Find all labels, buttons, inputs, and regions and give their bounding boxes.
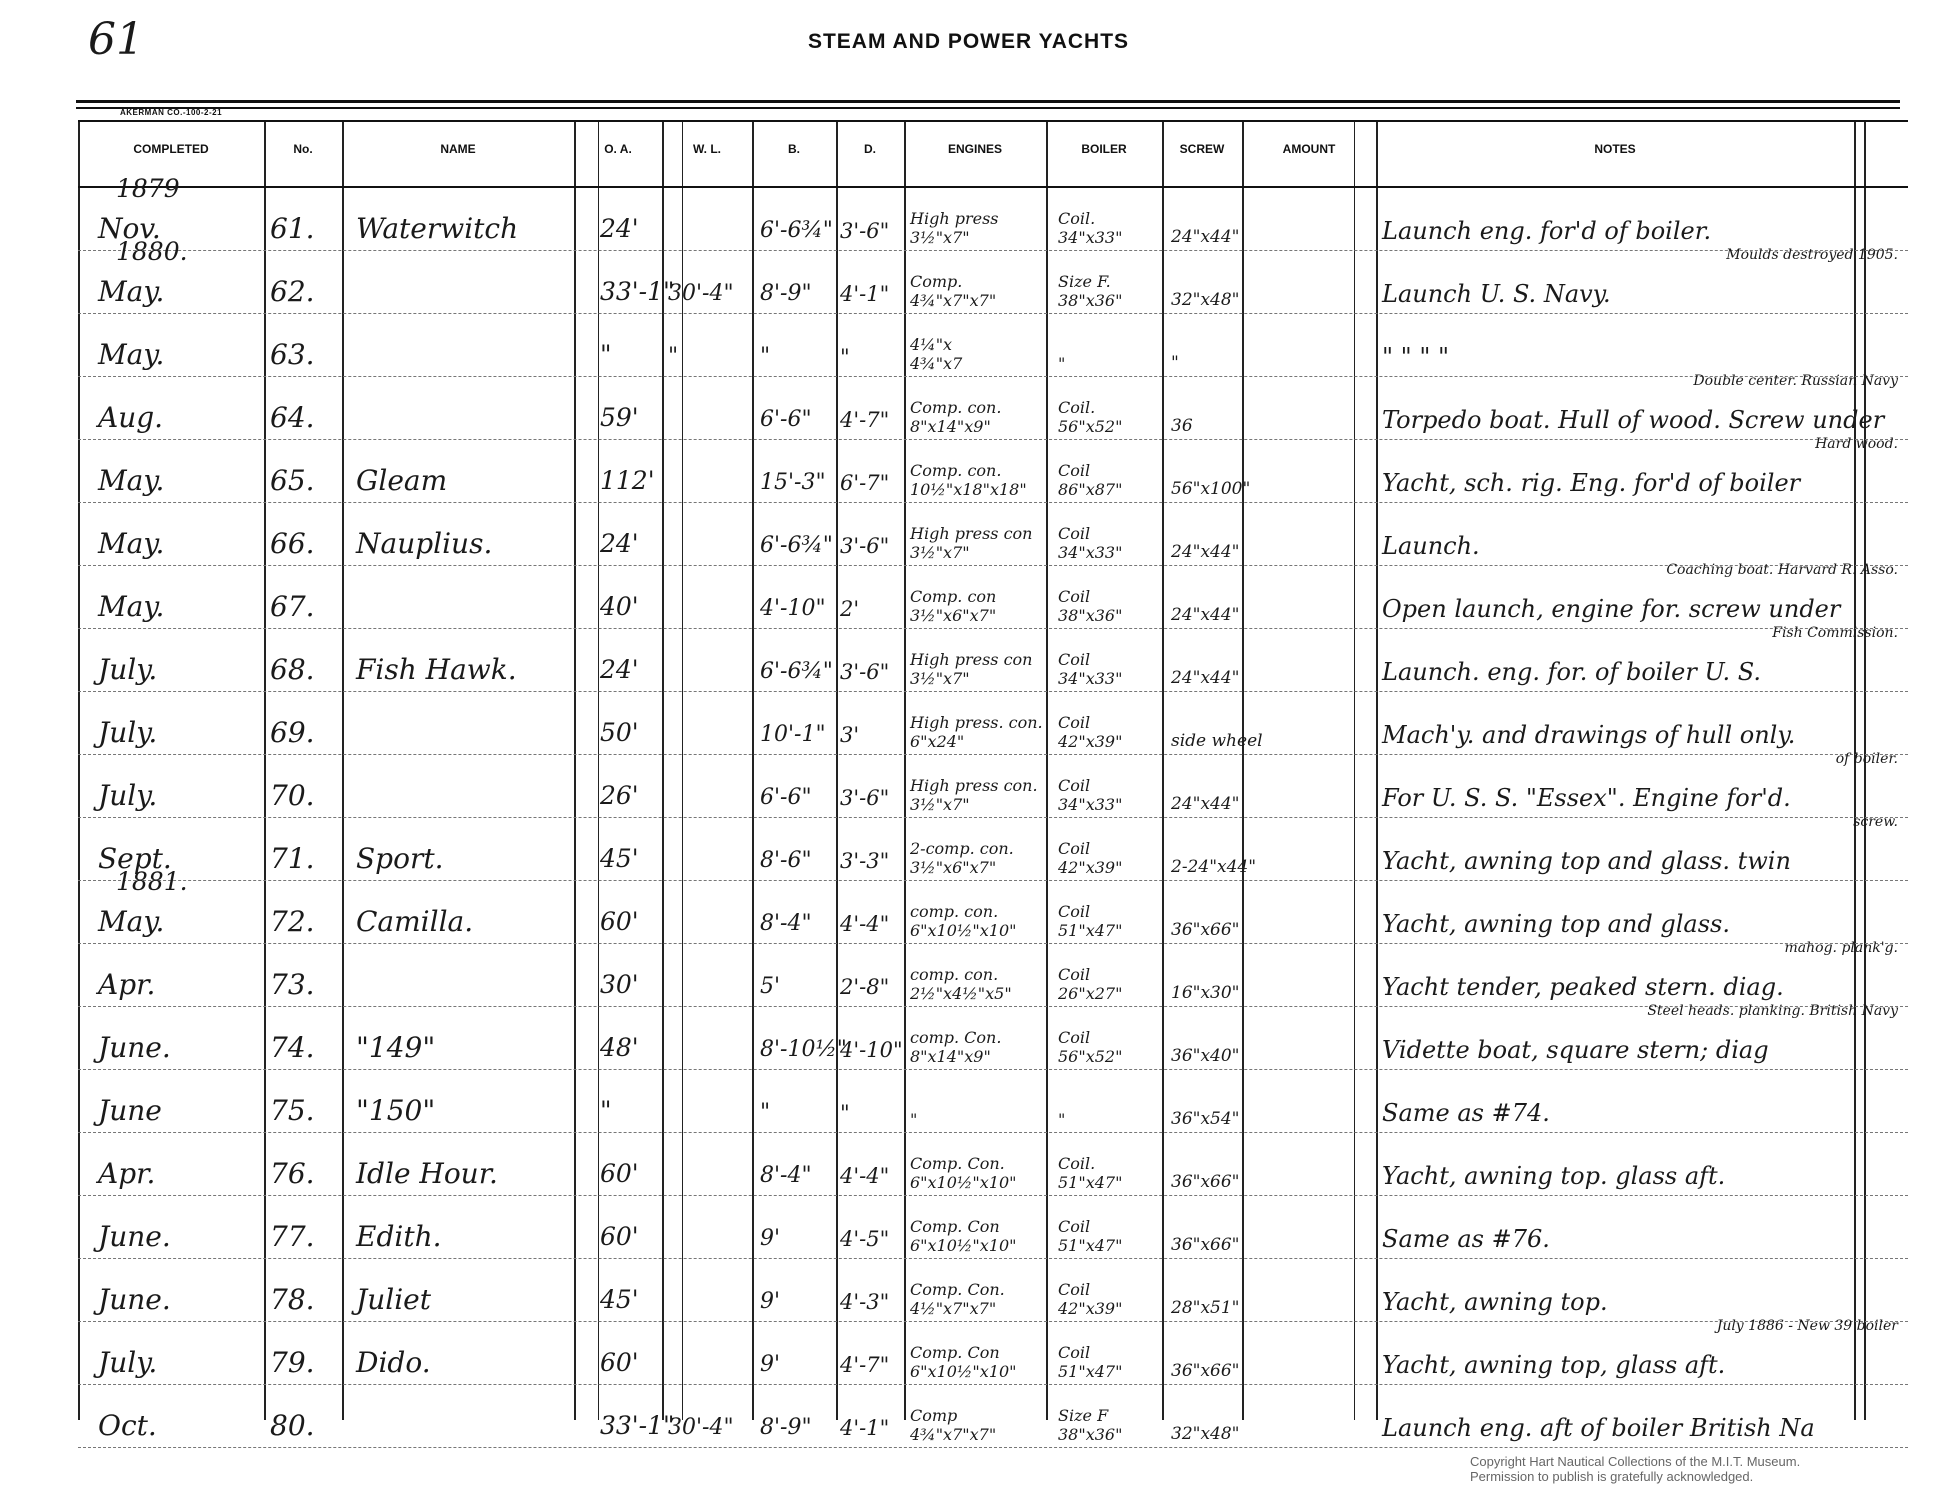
completed-month: May. [98, 464, 165, 497]
notes: Yacht, awning top. glass aft. [1382, 1162, 1726, 1190]
row-rule [78, 1447, 1908, 1448]
copyright-notice [1470, 1454, 1800, 1484]
notes: Launch. eng. for. of boiler U. S. [1382, 658, 1761, 686]
length-overall: 24' [600, 529, 639, 558]
boiler: Coil 38"x36" [1058, 587, 1123, 625]
notes-annotation: Hard wood. [1815, 436, 1898, 452]
screw: 28"x51" [1171, 1298, 1240, 1318]
top-rule [76, 100, 1900, 103]
beam: 8'-4" [760, 1163, 812, 1188]
table-row [78, 314, 1908, 377]
col-header-boiler: BOILER [1081, 142, 1127, 156]
length-overall: 60' [600, 907, 639, 936]
beam: 8'-6" [760, 848, 812, 873]
engines: Comp. Con 6"x10½"x10" [910, 1217, 1017, 1255]
screw: 36"x66" [1171, 1235, 1240, 1255]
yacht-number: 71. [270, 842, 315, 875]
yacht-number: 79. [270, 1346, 315, 1379]
screw: 36"x66" [1171, 1172, 1240, 1192]
boiler: Coil 56"x52" [1058, 1028, 1123, 1066]
ledger-table [78, 120, 1908, 1444]
col-header-engines: ENGINES [947, 142, 1002, 156]
length-waterline: 30'-4" [668, 281, 734, 306]
length-overall: 30' [600, 970, 639, 999]
screw: 24"x44" [1171, 605, 1240, 625]
boiler: Coil 34"x33" [1058, 524, 1123, 562]
boiler: Coil 42"x39" [1058, 839, 1123, 877]
depth: 3'-6" [840, 219, 890, 243]
table-row [78, 940, 1908, 1007]
length-overall: 60' [600, 1348, 639, 1377]
completed-month: Aug. [98, 401, 164, 434]
notes: " " " " [1382, 343, 1450, 371]
boiler: Coil 34"x33" [1058, 650, 1123, 688]
length-overall: 45' [600, 844, 639, 873]
completed-year: 1880. [116, 237, 188, 266]
completed-month: Nov. [98, 212, 161, 245]
beam: 8'-9" [760, 1415, 812, 1440]
beam: 15'-3" [760, 470, 826, 495]
yacht-name: "149" [356, 1031, 436, 1064]
length-overall: 60' [600, 1159, 639, 1188]
notes: Vidette boat, square stern; diag [1382, 1036, 1769, 1064]
boiler: " [1058, 354, 1066, 373]
table-row [78, 692, 1908, 755]
notes: Torpedo boat. Hull of wood. Screw under [1382, 406, 1885, 434]
completed-month: May. [98, 905, 165, 938]
notes: Same as #76. [1382, 1225, 1550, 1253]
engines: comp. Con. 8"x14"x9" [910, 1028, 1002, 1066]
screw: 24"x44" [1171, 542, 1240, 562]
yacht-number: 67. [270, 590, 315, 623]
yacht-number: 69. [270, 716, 315, 749]
completed-month: June. [98, 1220, 171, 1253]
engines: High press con 3½"x7" [910, 524, 1033, 562]
length-overall: 26' [600, 781, 639, 810]
table-row [78, 1318, 1908, 1385]
engines: High press con 3½"x7" [910, 650, 1033, 688]
copyright-line: Copyright Hart Nautical Collections of the M.I.T. Museum. [1470, 1454, 1801, 1469]
beam: 6'-6¾" [760, 533, 833, 558]
col-header-d: D. [864, 142, 876, 156]
length-waterline: " [668, 344, 679, 369]
completed-month: June. [98, 1283, 171, 1316]
engines: " [910, 1110, 918, 1129]
beam: 4'-10" [760, 596, 826, 621]
top-rule-secondary [76, 107, 1900, 109]
beam: 6'-6¾" [760, 659, 833, 684]
screw: side wheel [1171, 731, 1263, 751]
table-row [78, 1070, 1908, 1133]
table-row [78, 1133, 1908, 1196]
beam: 9' [760, 1226, 781, 1251]
length-overall: 45' [600, 1285, 639, 1314]
notes: For U. S. S. "Essex". Engine for'd. [1382, 784, 1791, 812]
table-row [78, 436, 1908, 503]
depth: 4'-3" [840, 1290, 890, 1314]
notes-annotation: July 1886 - New 39 boiler [1716, 1318, 1898, 1334]
beam: " [760, 1100, 771, 1125]
notes: Yacht tender, peaked stern. diag. [1382, 973, 1784, 1001]
engines: High press 3½"x7" [910, 209, 999, 247]
length-overall: 112' [600, 466, 655, 495]
col-header-b: B. [788, 142, 800, 156]
length-overall: " [600, 340, 612, 369]
beam: 9' [760, 1289, 781, 1314]
engines: Comp 4¾"x7"x7" [910, 1406, 997, 1444]
table-row [78, 174, 1908, 251]
header-top-line [78, 120, 1908, 122]
completed-year: 1879 [116, 174, 180, 203]
boiler: Coil 26"x27" [1058, 965, 1123, 1003]
completed-month: July. [98, 716, 158, 749]
screw: 36"x66" [1171, 920, 1240, 940]
depth: 3'-6" [840, 660, 890, 684]
beam: 8'-10½" [760, 1037, 847, 1062]
engines: 4¼"x 4¾"x7 [910, 335, 963, 373]
yacht-number: 63. [270, 338, 315, 371]
yacht-number: 65. [270, 464, 315, 497]
yacht-number: 78. [270, 1283, 315, 1316]
boiler: Size F 38"x36" [1058, 1406, 1123, 1444]
table-row [78, 562, 1908, 629]
col-header-no: No. [293, 142, 313, 156]
engines: Comp. con. 8"x14"x9" [910, 398, 1002, 436]
col-header-wl: W. L. [693, 142, 721, 156]
depth: 2'-8" [840, 975, 890, 999]
yacht-number: 73. [270, 968, 315, 1001]
screw: 36"x66" [1171, 1361, 1240, 1381]
yacht-name: Juliet [356, 1283, 431, 1316]
depth: 4'-1" [840, 282, 890, 306]
engines: Comp. 4¾"x7"x7" [910, 272, 997, 310]
depth: 3'-6" [840, 534, 890, 558]
completed-month: July. [98, 1346, 158, 1379]
length-overall: 33'-1" [600, 1411, 675, 1440]
boiler: Coil. 34"x33" [1058, 209, 1123, 247]
yacht-name: Gleam [356, 464, 448, 497]
screw: 24"x44" [1171, 668, 1240, 688]
beam: 10'-1" [760, 722, 826, 747]
yacht-name: Edith. [356, 1220, 442, 1253]
table-row [78, 1003, 1908, 1070]
beam: 6'-6" [760, 407, 812, 432]
completed-month: May. [98, 527, 165, 560]
notes-annotation: of boiler. [1835, 751, 1898, 767]
boiler: Coil 51"x47" [1058, 902, 1123, 940]
screw: 36"x54" [1171, 1109, 1240, 1129]
screw: 24"x44" [1171, 794, 1240, 814]
length-overall: 60' [600, 1222, 639, 1251]
notes: Mach'y. and drawings of hull only. [1382, 721, 1796, 749]
beam: 8'-4" [760, 911, 812, 936]
beam: " [760, 344, 771, 369]
col-header-notes: NOTES [1594, 142, 1636, 156]
engines: 2-comp. con. 3½"x6"x7" [910, 839, 1014, 877]
completed-month: May. [98, 275, 165, 308]
depth: 4'-7" [840, 1353, 890, 1377]
notes-annotation: mahog. plank'g. [1784, 940, 1898, 956]
depth: 3' [840, 723, 860, 747]
table-row [78, 1259, 1908, 1322]
notes-annotation: Moulds destroyed 1905. [1726, 247, 1898, 263]
col-header-name: NAME [440, 142, 476, 156]
yacht-number: 64. [270, 401, 315, 434]
boiler: Coil 34"x33" [1058, 776, 1123, 814]
notes: Launch. [1382, 532, 1480, 560]
length-overall: 24' [600, 214, 639, 243]
length-overall: " [600, 1096, 612, 1125]
notes: Launch eng. aft of boiler British Na [1382, 1414, 1815, 1442]
yacht-name: Camilla. [356, 905, 474, 938]
yacht-name: Waterwitch [356, 212, 519, 245]
yacht-name: Nauplius. [356, 527, 493, 560]
depth: 4'-4" [840, 912, 890, 936]
yacht-name: Idle Hour. [356, 1157, 498, 1190]
boiler: Coil. 56"x52" [1058, 398, 1123, 436]
yacht-number: 62. [270, 275, 315, 308]
screw: " [1171, 353, 1179, 373]
yacht-number: 72. [270, 905, 315, 938]
beam: 6'-6¾" [760, 218, 833, 243]
engines: Comp. Con. 4½"x7"x7" [910, 1280, 1005, 1318]
yacht-name: Sport. [356, 842, 444, 875]
boiler: Coil 86"x87" [1058, 461, 1123, 499]
yacht-name: Fish Hawk. [356, 653, 517, 686]
depth: 4'-7" [840, 408, 890, 432]
completed-month: July. [98, 653, 158, 686]
screw: 36 [1171, 416, 1193, 436]
length-overall: 59' [600, 403, 639, 432]
completed-month: Sept. [98, 842, 172, 875]
engines: High press. con. 6"x24" [910, 713, 1043, 751]
engines: High press con. 3½"x7" [910, 776, 1038, 814]
notes: Yacht, awning top and glass. twin [1382, 847, 1791, 875]
yacht-number: 68. [270, 653, 315, 686]
col-header-screw: SCREW [1179, 142, 1225, 156]
notes-annotation: Coaching boat. Harvard R. Asso. [1666, 562, 1898, 578]
boiler: Size F. 38"x36" [1058, 272, 1123, 310]
yacht-number: 61. [270, 212, 315, 245]
depth: 2' [840, 597, 860, 621]
notes-annotation: Steel heads. planking. British Navy [1647, 1003, 1898, 1019]
yacht-number: 80. [270, 1409, 315, 1442]
col-header-amount: AMOUNT [1282, 142, 1336, 156]
length-overall: 40' [600, 592, 639, 621]
notes: Yacht, awning top, glass aft. [1382, 1351, 1726, 1379]
completed-year: 1881. [116, 867, 188, 896]
beam: 8'-9" [760, 281, 812, 306]
boiler: Coil 42"x39" [1058, 713, 1123, 751]
notes: Launch eng. for'd of boiler. [1382, 217, 1712, 245]
table-row [78, 373, 1908, 440]
col-header-oa: O. A. [604, 142, 632, 156]
yacht-number: 66. [270, 527, 315, 560]
screw: 56"x100" [1171, 479, 1251, 499]
screw: 16"x30" [1171, 983, 1240, 1003]
depth: 4'-1" [840, 1416, 890, 1440]
completed-month: May. [98, 338, 165, 371]
yacht-name: Dido. [356, 1346, 431, 1379]
completed-month: Apr. [98, 968, 156, 1001]
notes-annotation: screw. [1853, 814, 1898, 830]
engines: Comp. con 3½"x6"x7" [910, 587, 997, 625]
screw: 32"x48" [1171, 290, 1240, 310]
completed-month: June [98, 1094, 162, 1127]
depth: 4'-5" [840, 1227, 890, 1251]
length-overall: 48' [600, 1033, 639, 1062]
notes: Yacht, awning top and glass. [1382, 910, 1730, 938]
col-header-completed: COMPLETED [133, 142, 209, 156]
yacht-number: 75. [270, 1094, 315, 1127]
engines: Comp. Con 6"x10½"x10" [910, 1343, 1017, 1381]
table-row [78, 503, 1908, 566]
completed-month: June. [98, 1031, 171, 1064]
depth: 3'-6" [840, 786, 890, 810]
engines: Comp. con. 10½"x18"x18" [910, 461, 1027, 499]
yacht-number: 76. [270, 1157, 315, 1190]
notes: Open launch, engine for. screw under [1382, 595, 1841, 623]
form-code: AKERMAN CO.-100-2-21 [120, 108, 223, 117]
depth: 4'-10" [840, 1038, 903, 1062]
table-row [78, 1385, 1908, 1448]
beam: 6'-6" [760, 785, 812, 810]
yacht-name: "150" [356, 1094, 436, 1127]
depth: 3'-3" [840, 849, 890, 873]
boiler: " [1058, 1110, 1066, 1129]
engines: comp. con. 6"x10½"x10" [910, 902, 1017, 940]
length-overall: 24' [600, 655, 639, 684]
boiler: Coil 51"x47" [1058, 1217, 1123, 1255]
notes: Yacht, awning top. [1382, 1288, 1608, 1316]
beam: 9' [760, 1352, 781, 1377]
table-row [78, 814, 1908, 881]
boiler: Coil 51"x47" [1058, 1343, 1123, 1381]
engines: comp. con. 2½"x4½"x5" [910, 965, 1012, 1003]
yacht-number: 77. [270, 1220, 315, 1253]
screw: 24"x44" [1171, 227, 1240, 247]
copyright-line: Permission to publish is gratefully acknowledged. [1470, 1469, 1754, 1484]
boiler: Coil 42"x39" [1058, 1280, 1123, 1318]
screw: 32"x48" [1171, 1424, 1240, 1444]
completed-month: July. [98, 779, 158, 812]
notes-annotation: Double center. Russian Navy [1693, 373, 1898, 389]
beam: 5' [760, 974, 781, 999]
length-overall: 33'-1" [600, 277, 675, 306]
yacht-number: 74. [270, 1031, 315, 1064]
page-number: 61 [88, 14, 144, 65]
depth: 6'-7" [840, 471, 890, 495]
completed-month: Apr. [98, 1157, 156, 1190]
completed-month: May. [98, 590, 165, 623]
table-row [78, 751, 1908, 818]
notes-annotation: Fish Commission. [1772, 625, 1898, 641]
table-row [78, 625, 1908, 692]
screw: 36"x40" [1171, 1046, 1240, 1066]
depth: 4'-4" [840, 1164, 890, 1188]
engines: Comp. Con. 6"x10½"x10" [910, 1154, 1017, 1192]
notes: Yacht, sch. rig. Eng. for'd of boiler [1382, 469, 1801, 497]
depth: " [840, 345, 850, 369]
notes: Same as #74. [1382, 1099, 1550, 1127]
screw: 2-24"x44" [1171, 857, 1257, 877]
notes: Launch U. S. Navy. [1382, 280, 1611, 308]
page-title: STEAM AND POWER YACHTS [807, 30, 1130, 53]
yacht-number: 70. [270, 779, 315, 812]
completed-month: Oct. [98, 1409, 157, 1442]
depth: " [840, 1101, 850, 1125]
boiler: Coil. 51"x47" [1058, 1154, 1123, 1192]
length-waterline: 30'-4" [668, 1415, 734, 1440]
table-row [78, 1196, 1908, 1259]
length-overall: 50' [600, 718, 639, 747]
